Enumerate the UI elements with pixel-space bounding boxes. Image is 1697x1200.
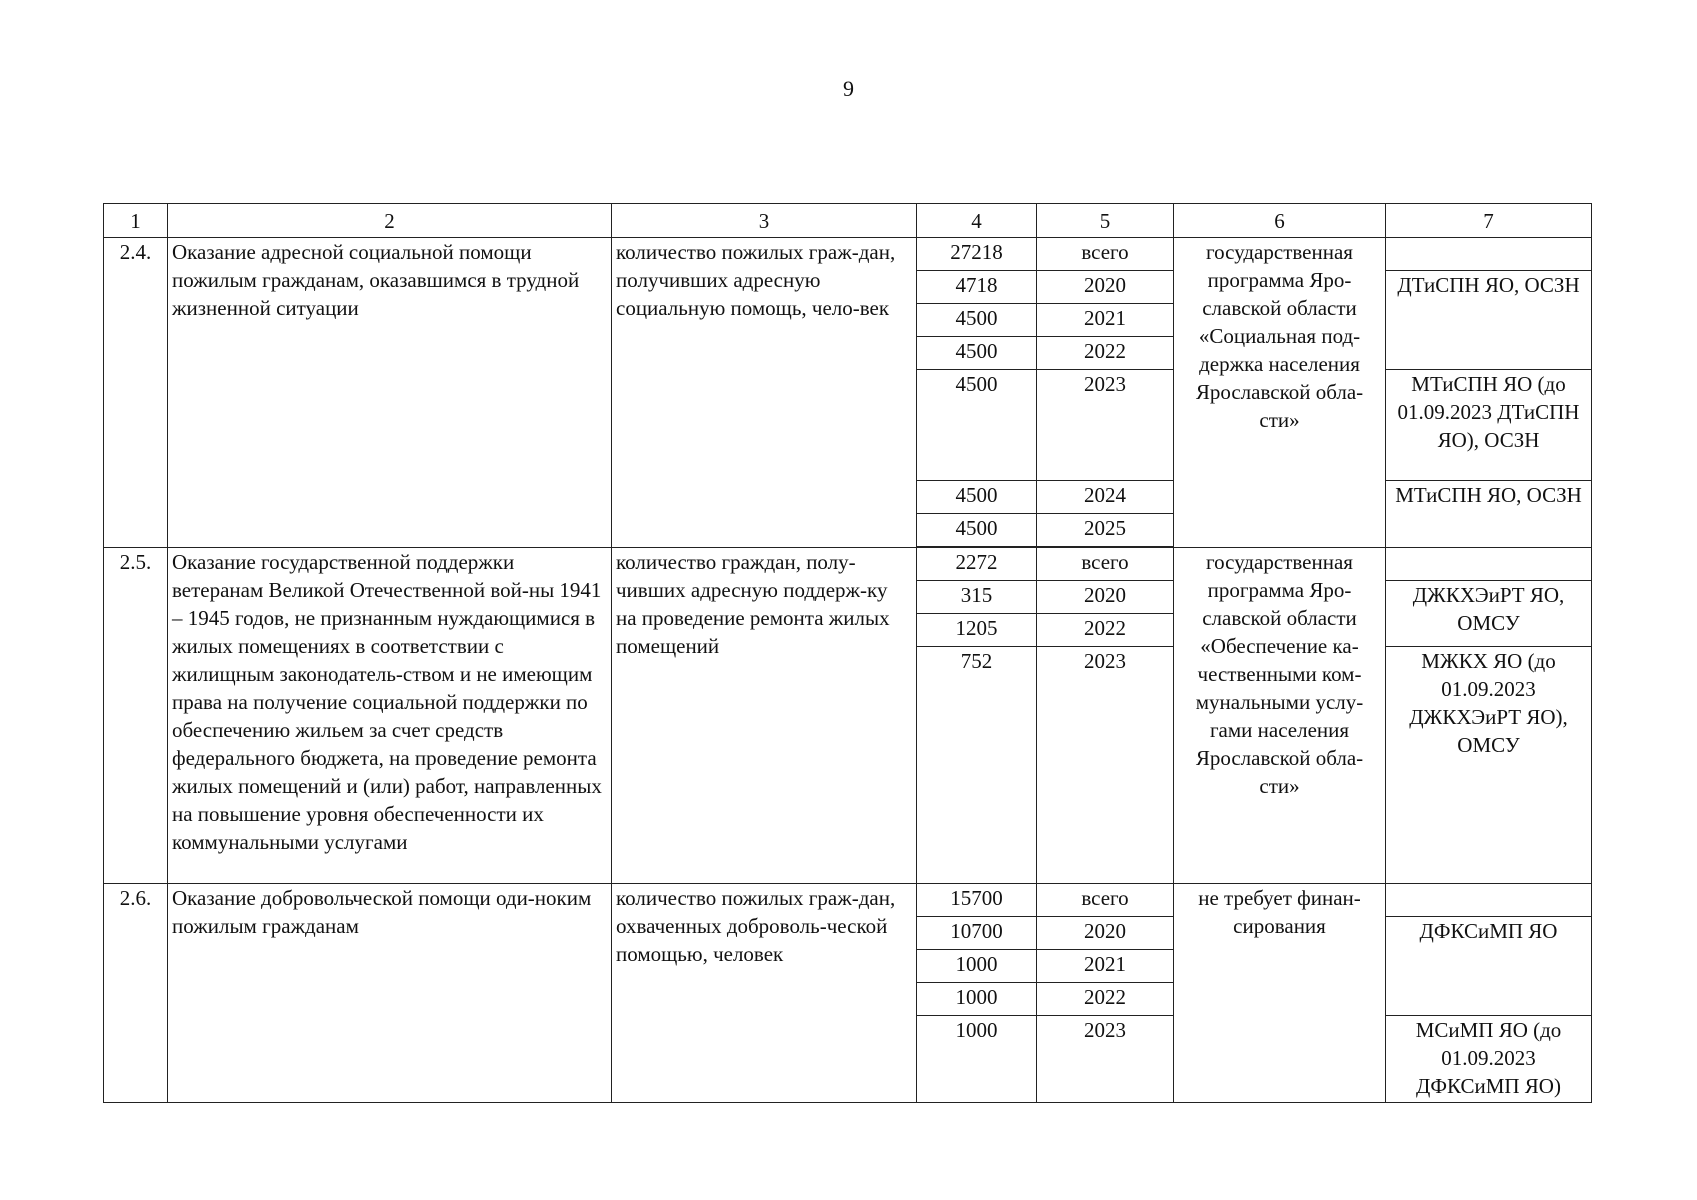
indicator-description: количество граждан, полу-чивших адресную поддерж-ку на проведение ремонта жилых помещений [612, 548, 917, 884]
value-cell: 27218 [917, 238, 1037, 271]
period-cell: 2022 [1037, 983, 1174, 1016]
responsible-cell: ДТиСПН ЯО, ОСЗН [1386, 271, 1592, 370]
value-cell: 315 [917, 581, 1037, 614]
responsible-cell: МТиСПН ЯО, ОСЗН [1386, 481, 1592, 548]
value-cell: 4500 [917, 481, 1037, 514]
value-cell: 1205 [917, 614, 1037, 647]
responsible-cell [1386, 238, 1592, 271]
table-row [104, 884, 1592, 917]
event-description: Оказание добровольческой помощи оди-ноким пожилым гражданам [168, 884, 612, 1103]
funding-source: государственная программа Яро-славской области «Социальная под-держка населения Ярославской обла-сти» [1174, 238, 1386, 548]
value-cell: 15700 [917, 884, 1037, 917]
period-cell: 2023 [1037, 647, 1174, 884]
period-cell: 2021 [1037, 304, 1174, 337]
responsible-cell: ДЖКХЭиРТ ЯО, ОМСУ [1386, 581, 1592, 647]
responsible-cell: МСиМП ЯО (до 01.09.2023 ДФКСиМП ЯО) [1386, 1016, 1592, 1103]
value-cell: 4500 [917, 514, 1037, 547]
responsible-cell [1386, 884, 1592, 917]
period-cell: всего [1037, 238, 1174, 271]
measures-table [103, 203, 1592, 1103]
indicator-description: количество пожилых граж-дан, получивших адресную социальную помощь, чело-век [612, 238, 917, 548]
value-cell: 10700 [917, 917, 1037, 950]
column-header: 4 [917, 204, 1037, 238]
period-cell: 2023 [1037, 1016, 1174, 1103]
value-cell: 4718 [917, 271, 1037, 304]
value-cell: 4500 [917, 337, 1037, 370]
period-cell: 2023 [1037, 370, 1174, 481]
responsible-cell: ДФКСиМП ЯО [1386, 917, 1592, 1016]
period-cell: всего [1037, 884, 1174, 917]
column-header: 6 [1174, 204, 1386, 238]
responsible-cell: МТиСПН ЯО (до 01.09.2023 ДТиСПН ЯО), ОСЗН [1386, 370, 1592, 481]
period-cell: 2020 [1037, 917, 1174, 950]
period-cell: всего [1037, 548, 1174, 581]
funding-source: не требует финан-сирования [1174, 884, 1386, 1103]
column-header: 7 [1386, 204, 1592, 238]
column-header: 2 [168, 204, 612, 238]
item-number: 2.4. [104, 238, 168, 548]
period-cell: 2022 [1037, 337, 1174, 370]
period-cell: 2020 [1037, 271, 1174, 304]
period-cell: 2025 [1037, 514, 1174, 547]
table-row [104, 548, 1592, 581]
value-cell: 4500 [917, 370, 1037, 481]
column-header: 1 [104, 204, 168, 238]
column-header: 5 [1037, 204, 1174, 238]
table-row [104, 238, 1592, 271]
page-number: 9 [843, 76, 854, 101]
column-header: 3 [612, 204, 917, 238]
value-cell: 1000 [917, 983, 1037, 1016]
indicator-description: количество пожилых граж-дан, охваченных доброволь-ческой помощью, человек [612, 884, 917, 1103]
event-description: Оказание адресной социальной помощи пожилым гражданам, оказавшимся в трудной жизненной ситуации [168, 238, 612, 548]
item-number: 2.5. [104, 548, 168, 884]
period-cell: 2024 [1037, 481, 1174, 514]
responsible-cell: МЖКХ ЯО (до 01.09.2023 ДЖКХЭиРТ ЯО), ОМСУ [1386, 647, 1592, 884]
value-cell: 1000 [917, 1016, 1037, 1103]
period-cell: 2020 [1037, 581, 1174, 614]
period-cell: 2022 [1037, 614, 1174, 647]
event-description: Оказание государственной поддержки ветеранам Великой Отечественной вой-ны 1941 – 1945 годов, не признанным нуждающимися в жилых помещениях в соответствии с жилищным законодатель-ством и не имеющим права на получение социальной поддержки по обеспечению жильем за счет средств федерального бюджета, на проведение ремонта жилых помещений и (или) работ, направленных на повышение уровня обеспеченности их коммунальными услугами [168, 548, 612, 884]
value-cell: 1000 [917, 950, 1037, 983]
value-cell: 4500 [917, 304, 1037, 337]
item-number: 2.6. [104, 884, 168, 1103]
value-cell: 752 [917, 647, 1037, 884]
responsible-cell [1386, 548, 1592, 581]
funding-source: государственная программа Яро-славской области «Обеспечение ка-чественными ком-мунальными услу-гами населения Ярославской обла-сти» [1174, 548, 1386, 884]
period-cell: 2021 [1037, 950, 1174, 983]
header-row [104, 204, 1592, 238]
value-cell: 2272 [917, 548, 1037, 581]
